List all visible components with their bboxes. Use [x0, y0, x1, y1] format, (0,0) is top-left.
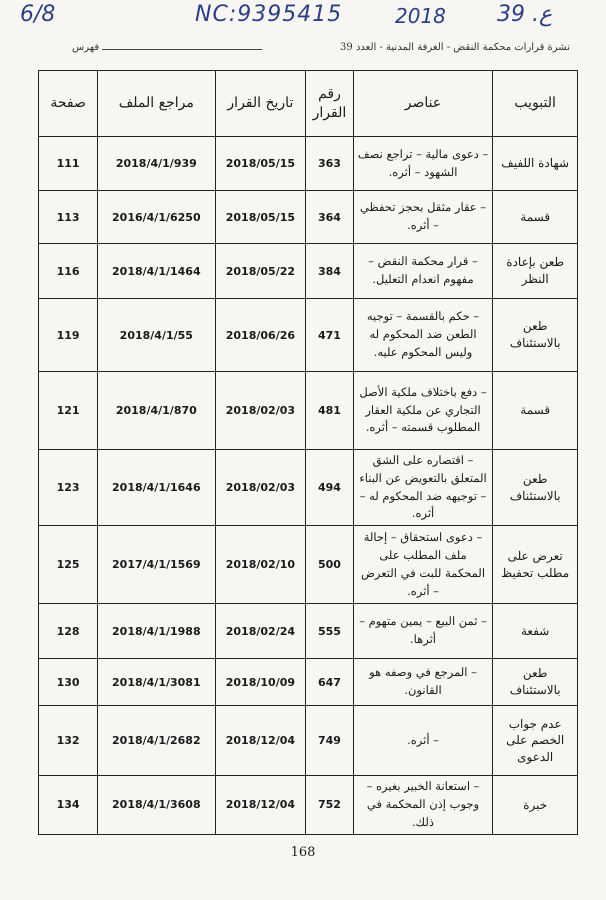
cell-decision-number: 384 [306, 244, 353, 299]
handwritten-annotation-issue: 39 .ع [497, 2, 553, 27]
cell-decision-number: 555 [306, 604, 353, 659]
header-decision-number: رقم القرار [306, 71, 353, 137]
header-decision-date: تاريخ القرار [215, 71, 306, 137]
cell-elements: – دعوى مالية – تراجع نصف الشهود – أثره. [353, 137, 493, 191]
cell-topic: قسمة [493, 372, 578, 450]
table-row [39, 776, 578, 834]
cell-decision-number: 481 [306, 372, 353, 450]
page-number: 168 [290, 845, 316, 860]
table-row [39, 526, 578, 604]
cell-elements: – قرار محكمة النقض – مفهوم انعدام التعليل. [353, 244, 493, 299]
cell-topic: خبرة [493, 776, 578, 834]
header-topic: التبويب [493, 71, 578, 137]
cell-file-reference: 2018/4/1/939 [98, 137, 215, 191]
cell-page: 134 [39, 776, 98, 834]
cell-decision-date: 2018/12/04 [215, 706, 306, 776]
cell-decision-date: 2018/02/10 [215, 526, 306, 604]
cell-topic: شهادة اللفيف [493, 137, 578, 191]
cell-decision-date: 2018/05/15 [215, 137, 306, 191]
table-row [39, 191, 578, 244]
cell-file-reference: 2018/4/1/3081 [98, 659, 215, 706]
cell-elements: – دفع باختلاف ملكية الأصل التجاري عن ملكية العقار المطلوب قسمته – أثره. [353, 372, 493, 450]
cell-elements: – عقار مثقل بحجز تحفظي – أثره. [353, 191, 493, 244]
running-header-rule [102, 49, 262, 50]
cell-page: 132 [39, 706, 98, 776]
header-page: صفحة [39, 71, 98, 137]
header-file-reference: مراجع الملف [98, 71, 215, 137]
cell-page: 116 [39, 244, 98, 299]
handwritten-annotation-left: 6/8 [20, 2, 56, 27]
cell-page: 125 [39, 526, 98, 604]
cell-decision-number: 471 [306, 299, 353, 372]
cell-elements: – دعوى استحقاق – إحالة ملف المطلب على المحكمة للبت في التعرض – أثره. [353, 526, 493, 604]
cell-decision-number: 752 [306, 776, 353, 834]
cell-decision-date: 2018/12/04 [215, 776, 306, 834]
cell-decision-number: 749 [306, 706, 353, 776]
table-row [39, 450, 578, 526]
cell-topic: تعرض على مطلب تحفيظ [493, 526, 578, 604]
cell-decision-date: 2018/10/09 [215, 659, 306, 706]
cell-topic: شفعة [493, 604, 578, 659]
cell-elements: – ثمن البيع – يمين متهوم – أثرها. [353, 604, 493, 659]
cell-topic: طعن بالاستئناف [493, 659, 578, 706]
table-row [39, 244, 578, 299]
header-elements: عناصر [353, 71, 493, 137]
cell-elements: – المرجع في وصفه هو القانون. [353, 659, 493, 706]
cell-file-reference: 2018/4/1/55 [98, 299, 215, 372]
cell-elements: – حكم بالقسمة – توجيه الطعن ضد المحكوم له وليس المحكوم عليه. [353, 299, 493, 372]
cell-elements: – أثره. [353, 706, 493, 776]
cell-page: 123 [39, 450, 98, 526]
table-row [39, 137, 578, 191]
table-row [39, 604, 578, 659]
cell-file-reference: 2018/4/1/1464 [98, 244, 215, 299]
cell-page: 128 [39, 604, 98, 659]
index-table [38, 70, 578, 835]
cell-page: 119 [39, 299, 98, 372]
running-header-title: نشرة قرارات محكمة النقض - الغرفة المدنية - العدد 39 [340, 42, 570, 53]
running-header-index-label: فهرس [72, 42, 100, 53]
table-row [39, 659, 578, 706]
cell-elements: – استعانة الخبير بغيره – وجوب إذن المحكمة في ذلك. [353, 776, 493, 834]
cell-file-reference: 2018/4/1/1646 [98, 450, 215, 526]
cell-decision-number: 500 [306, 526, 353, 604]
cell-topic: عدم جواب الخصم على الدعوى [493, 706, 578, 776]
cell-decision-date: 2018/05/15 [215, 191, 306, 244]
cell-decision-number: 364 [306, 191, 353, 244]
handwritten-annotation-year: 2018 [395, 4, 446, 28]
cell-decision-date: 2018/02/24 [215, 604, 306, 659]
cell-page: 130 [39, 659, 98, 706]
cell-decision-number: 647 [306, 659, 353, 706]
cell-topic: طعن بالاستئناف [493, 299, 578, 372]
cell-page: 121 [39, 372, 98, 450]
cell-file-reference: 2018/4/1/1988 [98, 604, 215, 659]
cell-decision-number: 494 [306, 450, 353, 526]
cell-file-reference: 2018/4/1/3608 [98, 776, 215, 834]
handwritten-annotation-reference: NC:9395415 [195, 2, 343, 27]
cell-decision-date: 2018/06/26 [215, 299, 306, 372]
cell-page: 113 [39, 191, 98, 244]
cell-topic: قسمة [493, 191, 578, 244]
table-row [39, 372, 578, 450]
cell-file-reference: 2016/4/1/6250 [98, 191, 215, 244]
cell-decision-date: 2018/02/03 [215, 450, 306, 526]
table-row [39, 299, 578, 372]
cell-topic: طعن بالاستئناف [493, 450, 578, 526]
table-row [39, 706, 578, 776]
cell-page: 111 [39, 137, 98, 191]
cell-topic: طعن بإعادة النظر [493, 244, 578, 299]
cell-elements: – اقتصاره على الشق المتعلق بالتعويض عن البناء – توجيهه ضد المحكوم له – أثره. [353, 450, 493, 526]
index-table-header-row [39, 71, 578, 137]
cell-decision-number: 363 [306, 137, 353, 191]
running-header [40, 40, 570, 58]
cell-file-reference: 2018/4/1/2682 [98, 706, 215, 776]
cell-decision-date: 2018/02/03 [215, 372, 306, 450]
cell-file-reference: 2018/4/1/870 [98, 372, 215, 450]
cell-decision-date: 2018/05/22 [215, 244, 306, 299]
cell-file-reference: 2017/4/1/1569 [98, 526, 215, 604]
